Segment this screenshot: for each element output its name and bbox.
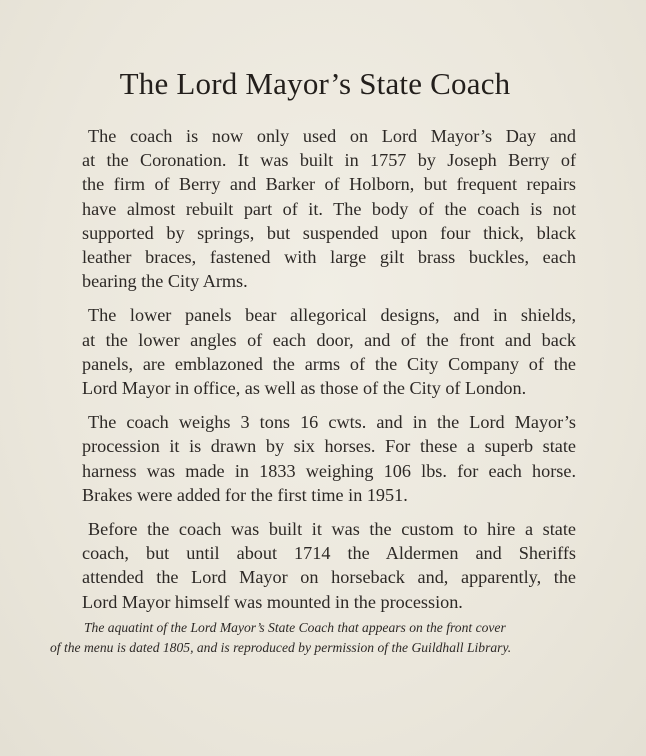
- caption-line: of the menu is dated 1805, and is reproduced by permission of the Guildhall Library.: [50, 640, 512, 655]
- text-line: the firm of Berry and Barker of Holborn, but frequent repairs: [82, 174, 576, 195]
- paragraph-3: [82, 410, 576, 507]
- text-line: bearing the City Arms.: [82, 271, 248, 292]
- text-line: at the Coronation. It was built in 1757 by Joseph Berry of: [82, 150, 576, 171]
- text-line: coach, but until about 1714 the Aldermen and Sheriffs: [82, 543, 576, 564]
- text-line: Brakes were added for the first time in 1951.: [82, 484, 408, 505]
- paragraph-2: [82, 303, 576, 400]
- text-line: The coach weighs 3 tons 16 cwts. and in the Lord Mayor’s: [88, 412, 576, 433]
- text-line: have almost rebuilt part of it. The body of the coach is not: [82, 198, 576, 219]
- text-line: Lord Mayor himself was mounted in the procession.: [82, 591, 463, 612]
- text-line: supported by springs, but suspended upon four thick, black: [82, 222, 576, 243]
- text-line: Before the coach was built it was the custom to hire a state: [88, 519, 576, 540]
- document-body: [82, 124, 576, 624]
- text-line: panels, are emblazoned the arms of the City Company of the: [82, 353, 576, 374]
- illustration-caption: [50, 618, 574, 658]
- paragraph-4: [82, 517, 576, 614]
- caption-line: The aquatint of the Lord Mayor’s State Coach that appears on the front cover: [84, 620, 506, 635]
- text-line: harness was made in 1833 weighing 106 lbs. for each horse.: [82, 460, 576, 481]
- text-line: The coach is now only used on Lord Mayor’s Day and: [88, 126, 576, 146]
- text-line: leather braces, fastened with large gilt brass buckles, each: [82, 247, 576, 268]
- text-line: The lower panels bear allegorical designs, and in shields,: [88, 305, 576, 326]
- document-title: The Lord Mayor’s State Coach: [119, 66, 511, 101]
- text-line: procession it is drawn by six horses. For these a superb state: [82, 436, 576, 457]
- text-line: attended the Lord Mayor on horseback and, apparently, the: [82, 567, 576, 588]
- text-line: Lord Mayor in office, as well as those of the City of London.: [82, 378, 527, 399]
- text-line: at the lower angles of each door, and of the front and back: [82, 329, 576, 350]
- paragraph-1: [82, 124, 576, 293]
